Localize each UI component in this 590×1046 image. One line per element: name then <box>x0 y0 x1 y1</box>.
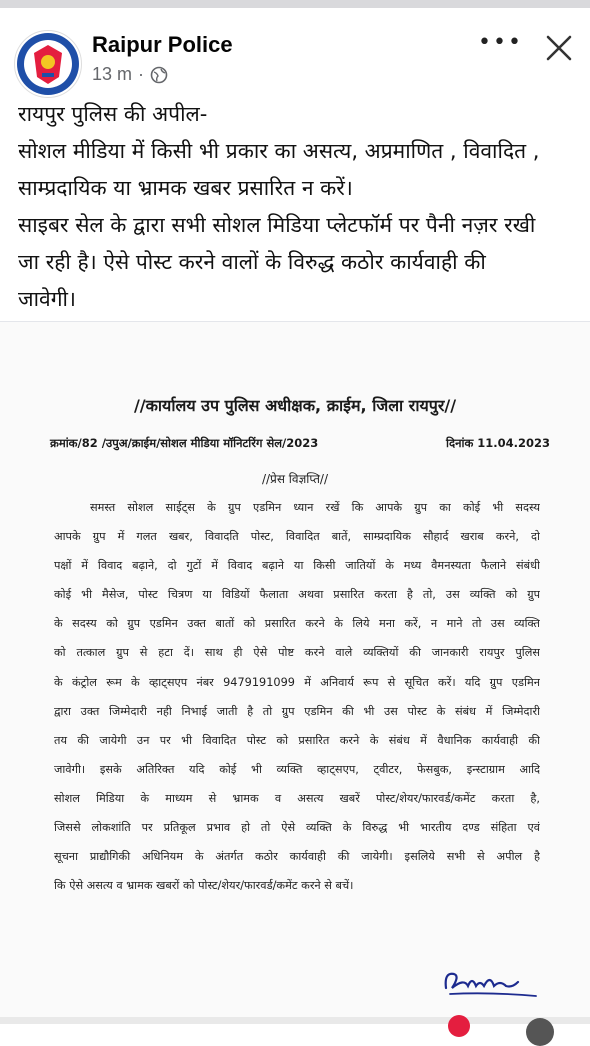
post-text-line: साइबर सेल के द्वारा सभी सोशल मिडिया प्लेटफॉर्म पर पैनी नज़र रखी <box>18 213 536 237</box>
document-line: जावेगी। इसके अतिरिक्त यदि कोई भी व्यक्ति व्हाट्सएप, ट्वीटर, फेसबुक, इन्स्टाग्राम आदि <box>54 762 540 776</box>
post-meta <box>92 64 168 85</box>
post-time[interactable]: 13 m <box>92 64 133 84</box>
profile-icon[interactable] <box>526 1018 554 1046</box>
bottom-bar <box>0 1017 590 1024</box>
top-strip <box>0 0 590 8</box>
document-line: आपके ग्रुप में गलत खबर, विवादति पोस्ट, विवादित बातें, साम्प्रदायिक सौहार्द खराब करने, दो <box>54 530 540 544</box>
post-text-line: जावेगी। <box>18 287 76 311</box>
post-text-line: सोशल मीडिया में किसी भी प्रकार का असत्य, अप्रमाणित , विवादित , <box>18 139 540 163</box>
press-release-heading: //प्रेस विज्ञप्ति// <box>261 472 329 486</box>
close-icon[interactable] <box>545 34 573 62</box>
signature <box>440 958 550 1002</box>
document-line: समस्त सोशल साईट्स के ग्रुप एडमिन ध्यान रखें कि आपके ग्रुप का कोई भी सदस्य <box>90 501 540 514</box>
post-text-line: जा रही है। ऐसे पोस्ट करने वालों के विरुद्ध कठोर कार्यवाही की <box>18 250 486 274</box>
document-title: //कार्यालय उप पुलिस अधीक्षक, क्राईम, जिला रायपुर// <box>133 396 457 415</box>
document-body <box>54 500 540 907</box>
document-line: के कंट्रोल रूम के व्हाट्सएप नंबर 9479191099 में अनिवार्य रूप से सूचित करें। यदि ग्रुप एडमिन <box>54 675 540 689</box>
document-line: तय की जायेगी उन पर भी विवादित पोस्ट को प्रसारित करने के संबंध में वैधानिक कार्यवाही की <box>54 733 540 747</box>
post-text-line: रायपुर पुलिस की अपील- <box>18 102 208 126</box>
document-line: कोई भी मैसेज, पोस्ट चित्रण या विडियों फैलाता अथवा प्रसारित करता है तो, उस व्यक्ति को ग्रुप <box>54 588 540 602</box>
page-name[interactable]: Raipur Police <box>92 32 233 57</box>
document-line: द्वारा उक्त जिम्मेदारी नही निभाई जाती है तो ग्रुप एडमिन की भी उस पोस्ट के संबंध में जिम्मेदारी <box>54 704 540 718</box>
attached-document-image[interactable] <box>0 322 590 1024</box>
notification-icon[interactable] <box>448 1015 470 1037</box>
document-date: दिनांक 11.04.2023 <box>446 436 551 450</box>
more-options-icon[interactable]: ••• <box>478 30 523 55</box>
document-line: सोशल मिडिया के माध्यम से भ्रामक व असत्य खबरें पोस्ट/शेयर/फारवर्ड/कमेंट करता है, <box>54 791 540 805</box>
document-line: सूचना प्राद्यौगिकी अधिनियम के अंतर्गत कठोर कार्यवाही की जायेगी। इसलिये सभी से अपील है <box>54 850 540 864</box>
post-header <box>0 8 590 92</box>
document-line: पक्षों में विवाद बढ़ाने, दो गुटों में विवाद बढ़ाने या किसी जातियों के मध्य वैमनस्यता फैलाने संबंधी <box>54 559 540 573</box>
document-line: को तत्काल ग्रुप से हटा दें। साथ ही ऐसे पोष्ट करने वाले व्यक्तियों की जानकारी रायपुर पुलिस <box>54 646 540 660</box>
meta-separator: · <box>138 64 145 84</box>
police-badge-icon <box>15 31 81 97</box>
document-line: के सदस्य को ग्रुप एडमिन उक्त बातों को प्रसारित करने के लिये मना करें, न माने तो उस व्यक्ति <box>54 617 540 631</box>
globe-icon <box>150 66 168 84</box>
document-line: कि ऐसे असत्य व भ्रामक खबरों को पोस्ट/शेयर/फारवर्ड/कमेंट करने से बचें। <box>54 879 354 893</box>
page-avatar[interactable] <box>14 30 82 98</box>
post-text-line: साम्प्रदायिक या भ्रामक खबर प्रसारित न करें। <box>18 176 353 200</box>
document-reference: क्रमांक/82 /उपुअ/क्राईम/सोशल मीडिया मॉनिटरिंग सेल/2023 <box>50 436 319 450</box>
document-line: जिससे लोकशांति पर प्रतिकूल प्रभाव हो तो ऐसे व्यक्ति के विरुद्ध भी भारतीय दण्ड संहिता एवं <box>54 821 540 835</box>
post-text <box>18 96 578 318</box>
